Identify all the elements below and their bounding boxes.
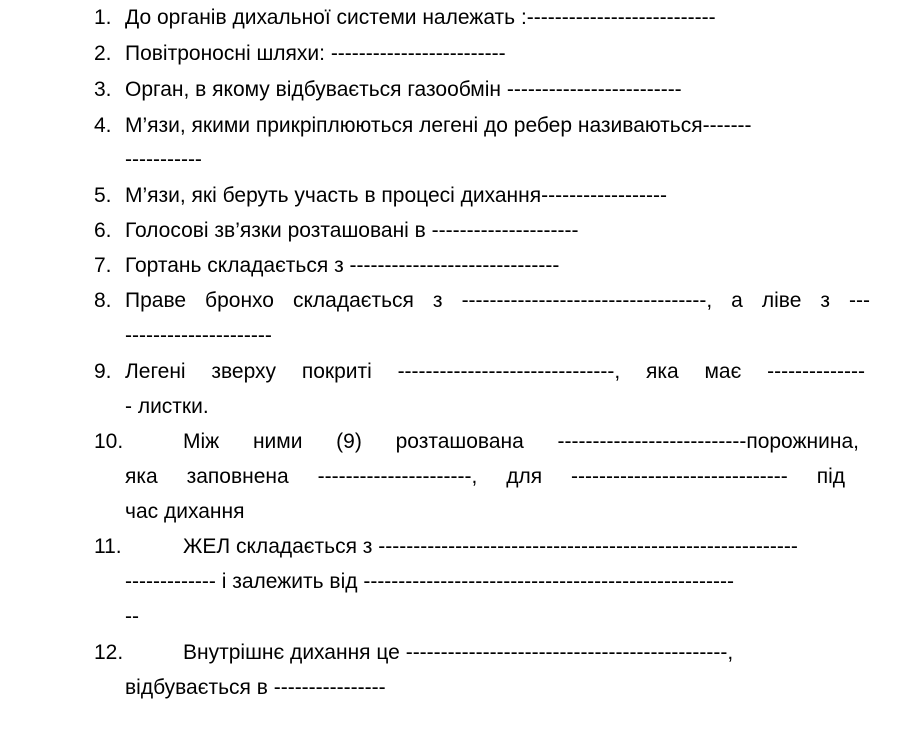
item-number: 4.	[94, 114, 112, 137]
item-text: ------------- і залежить від -----------------------------------------------------	[125, 570, 734, 593]
list-item-9-continuation	[0, 389, 915, 425]
list-item-12	[0, 635, 915, 671]
list-item-12-continuation	[0, 670, 915, 706]
list-item-3	[0, 72, 915, 108]
item-text: --	[125, 605, 139, 628]
list-item-11-continuation	[0, 564, 915, 600]
list-item-8	[0, 283, 915, 319]
item-number: 11.	[94, 535, 122, 558]
list-item-2	[0, 36, 915, 72]
list-item-11	[0, 529, 915, 565]
item-text: Голосові зв’язки розташовані в ---------------------	[125, 219, 579, 242]
list-item-4	[0, 108, 915, 144]
item-text: Внутрішнє дихання це ----------------------------------------------,	[183, 641, 734, 664]
item-number: 10.	[94, 430, 124, 453]
item-number: 9.	[94, 360, 112, 383]
item-text: Орган, в якому відбувається газообмін -------------------------	[125, 78, 682, 101]
item-text: ---------------------	[125, 324, 272, 347]
item-text: - листки.	[125, 395, 209, 418]
item-text: Легені зверху покриті -------------------------------, яка має --------------	[125, 360, 865, 383]
item-text: яка заповнена ----------------------, для ------------------------------- під	[125, 465, 845, 488]
list-item-7	[0, 248, 915, 284]
item-text: М’язи, якими прикріплюються легені до ребер називаються-------	[125, 114, 752, 137]
item-number: 7.	[94, 254, 112, 277]
item-text: Між ними (9) розташована ---------------------------порожнина,	[183, 430, 859, 453]
item-text: М’язи, які беруть участь в процесі дихання------------------	[125, 184, 668, 207]
list-item-8-continuation	[0, 318, 915, 354]
list-item-11-continuation	[0, 599, 915, 635]
list-item-10-continuation	[0, 494, 915, 530]
item-text: Праве бронхо складається з -----------------------------------, а ліве з ---	[125, 289, 870, 312]
item-text: час дихання	[125, 500, 245, 523]
item-text: Повітроносні шляхи: -------------------------	[125, 42, 506, 65]
list-item-10-continuation	[0, 459, 915, 495]
list-item-10	[0, 424, 915, 460]
list-item-9	[0, 354, 915, 390]
item-text: відбувається в ----------------	[125, 676, 386, 699]
list-item-6	[0, 213, 915, 249]
item-number: 2.	[94, 42, 112, 65]
item-text: До органів дихальної системи належать :---------------------------	[125, 6, 716, 29]
item-number: 6.	[94, 219, 112, 242]
item-text: Гортань складається з ------------------------------	[125, 254, 560, 277]
list-item-5	[0, 178, 915, 214]
item-text: -----------	[125, 148, 202, 171]
item-text: ЖЕЛ складається з ------------------------------------------------------------	[183, 535, 798, 558]
list-item-1	[0, 0, 915, 36]
item-number: 8.	[94, 289, 112, 312]
item-number: 5.	[94, 184, 112, 207]
item-number: 3.	[94, 78, 112, 101]
item-number: 1.	[94, 6, 112, 29]
item-number: 12.	[94, 641, 124, 664]
list-item-4-continuation	[0, 142, 915, 178]
